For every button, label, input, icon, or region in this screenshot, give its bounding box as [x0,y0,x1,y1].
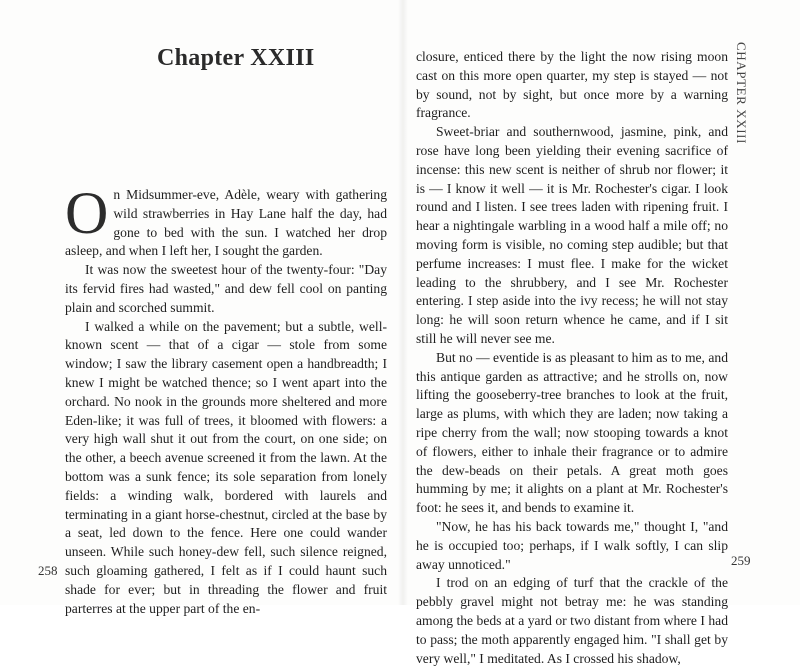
paragraph: "Now, he has his back towards me," thought I, "and he is occupied too; perhaps, if I walk softly, I can slip away unnoticed." [416,518,728,572]
page-number-right: 259 [731,553,751,568]
opening-paragraph-text: n Midsummer-eve, Adèle, weary with gathering wild strawberries in Hay Lane half the day, had gone to bed with the sun. I watched her drop asleep, and when I left her, I sought the garden. [65,187,387,259]
running-head: CHAPTER XXIII [734,42,749,145]
page-number-left: 258 [38,563,58,578]
paragraph: Sweet-briar and southernwood, jasmine, pink, and rose have long been yielding their evening sacrifice of incense: this new scent is neither of shrub nor flower; it is — I know it well — it is Mr. Rochester's cigar. I look round and I listen. I see trees laden with ripening fruit. I hear a nightingale warbling in a wood half a mile off; no moving form is visible, no coming step audible; but that perfume increases: I must flee. I make for the wicket leading to the shrubbery, and I see Mr. Rochester entering. I step aside into the ivy recess; he will not stay long: he will soon return whence he came, and if I sit still he will never see me. [416,124,728,346]
right-page-body [416,48,728,668]
paragraph: But no — eventide is as pleasant to him as to me, and this antique garden as attractive; and he strolls on, now lifting the gooseberry-tree branches to look at the fruit, large as plums, with which they are laden; now taking a ripe cherry from the wall; now stooping towards a knot of flowers, either to inhale their fragrance or to admire the dew-beads on their petals. A great moth goes humming by me; it alights on a plant at Mr. Rochester's foot: he sees it, and bends to examine it. [416,349,728,516]
left-page-body [65,180,387,618]
chapter-title: Chapter XXIII [157,45,315,71]
paragraph: It was now the sweetest hour of the twenty-four: "Day its fervid fires had wasted," and dew fell cool on panting plain and scorched summit. [65,262,387,315]
opening-paragraph [65,180,387,261]
drop-cap: O [65,180,109,246]
paragraph: I trod on an edging of turf that the crackle of the pebbly gravel might not betray me: he was standing among the beds at a yard or two distant from where I had to pass; the moth apparently engaged him. "I shall get by very well," I meditated. As I crossed his shadow, [416,575,728,666]
book-gutter [398,0,408,605]
continued-paragraph: closure, enticed there by the light the now rising moon cast on this more open quarter, my step is stayed — not by sound, not by sight, but once more by a warning fragrance. [416,49,728,121]
paragraph: I walked a while on the pavement; but a subtle, well-known scent — that of a cigar — stole from some window; I saw the library casement open a handbreadth; I knew I might be watched thence; so I went apart into the orchard. No nook in the grounds more sheltered and more Eden-like; it was full of trees, it bloomed with flowers: a very high wall shut it out from the court, on one side; on the other, a beech avenue screened it from the lawn. At the bottom was a sunk fence; its sole separation from lonely fields: a winding walk, bordered with laurels and terminating in a giant horse-chestnut, circled at the base by a seat, led down to the fence. Here one could wander unseen. While such honey-dew fell, such silence reigned, such gloaming gathered, I felt as if I could haunt such shade for ever; but in threading the flower and fruit parterres at the upper part of the en- [65,318,387,616]
